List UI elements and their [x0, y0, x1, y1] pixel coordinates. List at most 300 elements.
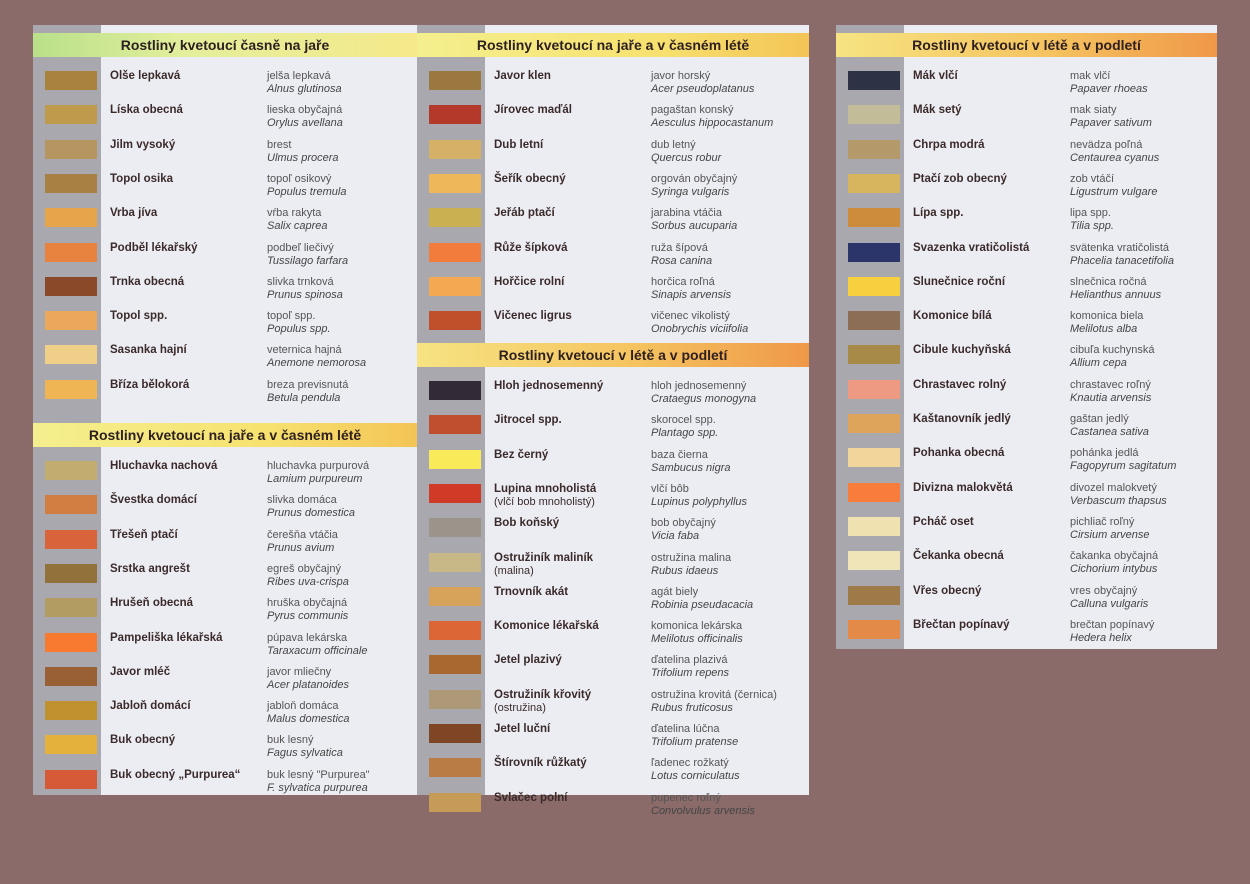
plant-row [417, 583, 809, 617]
pollen-color-swatch [45, 140, 97, 159]
slovak-name: bob obyčajný Vicia faba [651, 517, 716, 543]
czech-name: Růže šípková [494, 241, 568, 254]
latin-name: Malus domestica [267, 713, 350, 726]
plant-row [836, 376, 1217, 410]
plant-row [836, 136, 1217, 170]
pollen-color-swatch [429, 793, 481, 812]
plant-row [33, 239, 417, 273]
slovak-name: veternica hajná Anemone nemorosa [267, 344, 367, 370]
czech-name: Topol osika [110, 172, 174, 185]
latin-name: Plantago spp. [651, 427, 719, 440]
slovak-name: čakanka obyčajná Cichorium intybus [1070, 550, 1159, 576]
pollen-color-swatch [45, 461, 97, 480]
pollen-color-swatch [429, 140, 481, 159]
czech-name: Chrpa modrá [913, 138, 985, 151]
czech-name: Bříza bělokorá [110, 378, 190, 391]
plant-row [417, 789, 809, 823]
czech-name: Čekanka obecná [913, 550, 1004, 563]
czech-name: Jabloň domácí [110, 700, 191, 713]
slovak-name: zob vtáčí Ligustrum vulgare [1070, 172, 1158, 198]
slovak-name: agát biely Robinia pseudacacia [651, 585, 754, 611]
slovak-name: ostružina krovitá (černica) Rubus fruticosus [651, 688, 777, 714]
plant-row [417, 686, 809, 720]
czech-name: Pcháč oset [913, 515, 974, 528]
latin-name: Knautia arvensis [1070, 391, 1152, 404]
slovak-name: jelša lepkavá Alnus glutinosa [267, 70, 342, 95]
latin-name: Prunus spinosa [267, 288, 343, 301]
czech-name: Javor klen [494, 70, 551, 82]
plant-row [417, 377, 809, 411]
pollen-color-swatch [848, 414, 900, 433]
plant-row [836, 67, 1217, 101]
czech-name: Švestka domácí [110, 494, 197, 507]
latin-name: Pyrus communis [267, 610, 349, 623]
slovak-name: gaštan jedlý Castanea sativa [1070, 413, 1149, 438]
czech-name: Jilm vysoký [110, 138, 176, 151]
czech-alt-name: (vlčí bob mnoholistý) [494, 495, 595, 508]
slovak-name: vŕba rakyta Salix caprea [267, 207, 328, 233]
slovak-name: chrastavec roľný Knautia arvensis [1070, 378, 1152, 404]
slovak-name: buk lesný "Purpurea" F. sylvatica purpurea [267, 768, 370, 794]
pollen-color-swatch [848, 311, 900, 330]
pollen-color-swatch [45, 495, 97, 514]
section-header: Rostliny kvetoucí časně na jaře [33, 33, 417, 57]
pollen-color-swatch [429, 553, 481, 572]
plant-row [417, 617, 809, 651]
plant-row [836, 582, 1217, 616]
pollen-color-swatch [429, 621, 481, 640]
slovak-name: nevädza poľná Centaurea cyanus [1070, 138, 1160, 164]
latin-name: Onobrychis viciifolia [651, 323, 749, 336]
czech-name: Buk obecný [110, 734, 176, 747]
slovak-name: javor mliečny Acer platanoides [267, 665, 349, 691]
slovak-name: buk lesný Fagus sylvatica [267, 734, 343, 760]
plant-row [417, 101, 809, 135]
plant-row [836, 307, 1217, 341]
pollen-color-swatch [45, 208, 97, 227]
plant-row [33, 491, 417, 525]
latin-name: Lupinus polyphyllus [651, 495, 748, 508]
plant-row [836, 239, 1217, 273]
slovak-name: komonica biela Melilotus alba [1070, 310, 1144, 336]
slovak-name: pichliač roľný Cirsium arvense [1070, 515, 1150, 541]
plant-row [33, 560, 417, 594]
czech-name: Jetel plazivý [494, 654, 562, 667]
pollen-color-swatch [429, 174, 481, 193]
pollen-color-swatch [848, 620, 900, 639]
latin-name: Fagus sylvatica [267, 747, 343, 760]
czech-name: Javor mléč [110, 665, 171, 678]
plant-row [417, 273, 809, 307]
czech-name: Břečtan popínavý [913, 618, 1010, 631]
latin-name: Verbascum thapsus [1070, 494, 1167, 507]
latin-name: Sorbus aucuparia [651, 220, 738, 233]
latin-name: Melilotus alba [1070, 323, 1138, 336]
czech-name: Hloh jednosemenný [494, 380, 604, 392]
czech-name: Štírovník růžkatý [494, 757, 587, 770]
pollen-color-swatch [848, 551, 900, 570]
czech-name: Topol spp. [110, 310, 168, 323]
plant-row [836, 616, 1217, 650]
pollen-color-swatch [429, 518, 481, 537]
czech-name: Jitrocel spp. [494, 414, 562, 427]
plant-row [836, 341, 1217, 375]
plant-row [33, 526, 417, 560]
latin-name: Quercus robur [651, 151, 722, 164]
czech-name: Cibule kuchyňská [913, 344, 1011, 357]
slovak-name: mak vlčí Papaver rhoeas [1070, 70, 1148, 95]
czech-name: Hluchavka nachová [110, 460, 218, 472]
czech-name: Bob koňský [494, 517, 560, 530]
pollen-color-swatch [429, 484, 481, 503]
latin-name: Vicia faba [651, 530, 700, 543]
czech-name: Svlačec polní [494, 791, 568, 804]
pollen-color-swatch [45, 701, 97, 720]
slovak-name: breza previsnutá Betula pendula [267, 378, 349, 404]
pollen-color-swatch [848, 105, 900, 124]
pollen-color-swatch [45, 598, 97, 617]
latin-name: Acer pseudoplatanus [651, 83, 755, 95]
latin-name: Lotus corniculatus [651, 770, 740, 783]
plant-row [33, 204, 417, 238]
latin-name: Ribes uva-crispa [267, 575, 349, 588]
plant-row [33, 731, 417, 765]
pollen-color-swatch [429, 243, 481, 262]
latin-name: Hedera helix [1070, 631, 1132, 644]
plant-row [417, 514, 809, 548]
latin-name: Allium cepa [1070, 357, 1127, 370]
czech-name: Divizna malokvětá [913, 481, 1013, 494]
czech-name: Vičenec ligrus [494, 310, 572, 323]
pollen-color-swatch [848, 345, 900, 364]
latin-name: Alnus glutinosa [267, 83, 342, 95]
plant-row [33, 457, 417, 491]
czech-name: Hořčice rolní [494, 275, 565, 288]
latin-name: Taraxacum officinale [267, 644, 368, 657]
czech-name: Komonice lékařská [494, 620, 599, 633]
latin-name: Phacelia tanacetifolia [1070, 254, 1174, 267]
pollen-color-swatch [848, 208, 900, 227]
latin-name: Prunus domestica [267, 507, 356, 520]
czech-name: Slunečnice roční [913, 275, 1006, 288]
section-header: Rostliny kvetoucí v létě a v podletí [836, 33, 1217, 57]
pollen-color-swatch [848, 174, 900, 193]
plant-row [417, 480, 809, 514]
czech-name: Trnovník akát [494, 585, 569, 598]
plant-row [33, 101, 417, 135]
czech-name: Lupina mnoholistá (vlčí bob mnoholistý) [494, 482, 597, 508]
plant-row [417, 446, 809, 480]
latin-name: Convolvulus arvensis [651, 804, 755, 817]
latin-name: Fagopyrum sagitatum [1070, 460, 1177, 473]
latin-name: Orylus avellana [267, 117, 343, 130]
latin-name: Betula pendula [267, 391, 341, 404]
slovak-name: pohánka jedlá Fagopyrum sagitatum [1070, 447, 1177, 473]
latin-name: F. sylvatica purpurea [267, 781, 368, 794]
plant-row [33, 594, 417, 628]
czech-alt-name: (malina) [494, 564, 534, 577]
plant-row [33, 697, 417, 731]
plant-row [836, 444, 1217, 478]
slovak-name: svätenka vratičolistá Phacelia tanacetifolia [1070, 241, 1174, 267]
czech-alt-name: (ostružina) [494, 701, 546, 714]
slovak-name: slnečnica ročná Helianthus annuus [1070, 275, 1162, 301]
czech-name: Líska obecná [110, 104, 183, 117]
plant-row [417, 136, 809, 170]
pollen-color-swatch [848, 586, 900, 605]
slovak-name: egreš obyčajný Ribes uva-crispa [267, 562, 349, 588]
latin-name: Papaver sativum [1070, 117, 1152, 130]
slovak-name: dub letný Quercus robur [651, 138, 722, 164]
plant-row [836, 547, 1217, 581]
pollen-color-swatch [848, 448, 900, 467]
slovak-name: ďatelina plazivá Trifolium repens [651, 654, 730, 680]
slovak-name: baza čierna Sambucus nigra [651, 448, 731, 474]
plant-row [33, 170, 417, 204]
plant-row [417, 651, 809, 685]
slovak-name: brečtan popínavý Hedera helix [1070, 618, 1155, 644]
plant-row [836, 101, 1217, 135]
section-header: Rostliny kvetoucí v létě a v podletí [417, 343, 809, 367]
slovak-name: hruška obyčajná Pyrus communis [267, 597, 349, 623]
pollen-color-swatch [848, 243, 900, 262]
latin-name: Anemone nemorosa [267, 357, 367, 370]
latin-name: Rubus fruticosus [651, 701, 733, 714]
latin-name: Rubus idaeus [651, 564, 719, 577]
pollen-color-swatch [45, 311, 97, 330]
czech-name: Jírovec maďál [494, 104, 572, 117]
latin-name: Crataegus monogyna [651, 393, 757, 405]
czech-name: Pampeliška lékařská [110, 631, 223, 644]
plant-row [417, 549, 809, 583]
pollen-color-swatch [429, 381, 481, 400]
slovak-name: hluchavka purpurová Lamium purpureum [267, 460, 370, 485]
pollen-color-swatch [429, 105, 481, 124]
czech-name: Srstka angrešt [110, 562, 190, 575]
latin-name: Helianthus annuus [1070, 288, 1162, 301]
plant-row [417, 754, 809, 788]
czech-name: Dub letní [494, 138, 544, 151]
pollen-color-swatch [429, 690, 481, 709]
pollen-color-swatch [45, 345, 97, 364]
czech-name: Pohanka obecná [913, 447, 1005, 460]
plant-row [33, 376, 417, 410]
pollen-color-swatch [45, 105, 97, 124]
latin-name: Prunus avium [267, 541, 335, 554]
latin-name: Cirsium arvense [1070, 528, 1150, 541]
czech-name: Jetel luční [494, 723, 551, 735]
slovak-name: vlčí bôb Lupinus polyphyllus [651, 482, 748, 508]
plant-row [33, 67, 417, 101]
czech-name: Šeřík obecný [494, 172, 566, 185]
slovak-name: púpava lekárska Taraxacum officinale [267, 631, 368, 657]
pollen-color-swatch [45, 277, 97, 296]
slovak-name: topoľ osikový Populus tremula [267, 172, 347, 198]
slovak-name: horčica roľná Sinapis arvensis [651, 275, 732, 301]
czech-name: Olše lepkavá [110, 70, 181, 82]
czech-name: Třešeň ptačí [110, 528, 178, 541]
latin-name: Castanea sativa [1070, 426, 1149, 438]
latin-name: Melilotus officinalis [651, 633, 743, 646]
pollen-color-swatch [429, 415, 481, 434]
latin-name: Populus spp. [267, 323, 331, 336]
latin-name: Robinia pseudacacia [651, 598, 754, 611]
latin-name: Lamium purpureum [267, 473, 363, 485]
slovak-name: orgován obyčajný Syringa vulgaris [651, 172, 738, 198]
slovak-name: ruža šípová Rosa canina [651, 241, 713, 267]
czech-name: Kaštanovník jedlý [913, 413, 1011, 425]
plant-row [417, 411, 809, 445]
latin-name: Trifolium repens [651, 667, 730, 680]
slovak-name: komonica lekárska Melilotus officinalis [651, 620, 743, 646]
plant-row [836, 273, 1217, 307]
slovak-name: topoľ spp. Populus spp. [267, 310, 331, 336]
plant-row [33, 663, 417, 697]
czech-name: Lípa spp. [913, 207, 964, 220]
czech-name: Komonice bílá [913, 310, 992, 323]
plant-row [417, 720, 809, 754]
slovak-name: jarabina vtáčia Sorbus aucuparia [651, 207, 738, 233]
pollen-color-swatch [848, 277, 900, 296]
latin-name: Sinapis arvensis [651, 288, 732, 301]
pollen-color-swatch [429, 311, 481, 330]
slovak-name: divozel malokvetý Verbascum thapsus [1070, 481, 1167, 507]
czech-name: Svazenka vratičolistá [913, 241, 1030, 254]
pollen-color-swatch [429, 587, 481, 606]
latin-name: Acer platanoides [267, 678, 349, 691]
panel-right [836, 25, 1217, 649]
latin-name: Tussilago farfara [267, 254, 349, 267]
latin-name: Centaurea cyanus [1070, 151, 1160, 164]
slovak-name: ostružina malina Rubus idaeus [651, 551, 732, 577]
latin-name: Papaver rhoeas [1070, 83, 1148, 95]
pollen-color-swatch [848, 517, 900, 536]
plant-row [836, 513, 1217, 547]
slovak-name: lieska obyčajná Orylus avellana [267, 104, 343, 130]
plant-row [33, 766, 417, 800]
czech-name: Bez černý [494, 448, 549, 461]
czech-name: Hrušeň obecná [110, 597, 194, 610]
plant-row [836, 170, 1217, 204]
latin-name: Ligustrum vulgare [1070, 185, 1158, 198]
section-header: Rostliny kvetoucí na jaře a v časném létě [417, 33, 809, 57]
latin-name: Salix caprea [267, 220, 328, 233]
czech-name: Ostružiník křovitý (ostružina) [494, 688, 592, 714]
plant-row [33, 136, 417, 170]
czech-name: Podběl lékařský [110, 241, 198, 254]
pollen-color-swatch [429, 724, 481, 743]
latin-name: Populus tremula [267, 185, 347, 198]
czech-name: Chrastavec rolný [913, 378, 1007, 391]
latin-name: Calluna vulgaris [1070, 597, 1149, 610]
pollen-color-swatch [429, 277, 481, 296]
latin-name: Cichorium intybus [1070, 563, 1158, 576]
pollen-color-swatch [45, 770, 97, 789]
pollen-color-swatch [429, 450, 481, 469]
latin-name: Ulmus procera [267, 151, 339, 164]
pollen-color-swatch [429, 655, 481, 674]
slovak-name: skorocel spp. Plantago spp. [651, 414, 719, 440]
czech-name: Jeřáb ptačí [494, 207, 555, 220]
panel-middle [417, 25, 809, 817]
slovak-name: podbeľ liečivý Tussilago farfara [267, 241, 349, 267]
czech-name: Buk obecný „Purpurea“ [110, 768, 241, 781]
slovak-name: brest Ulmus procera [267, 138, 339, 164]
pollen-color-swatch [45, 564, 97, 583]
latin-name: Rosa canina [651, 254, 713, 267]
czech-name: Sasanka hajní [110, 344, 187, 357]
plant-row [836, 479, 1217, 513]
czech-name: Mák vlčí [913, 70, 958, 82]
slovak-name: vres obyčajný Calluna vulgaris [1070, 584, 1149, 610]
plant-row [417, 67, 809, 101]
slovak-name: mak siaty Papaver sativum [1070, 104, 1152, 130]
plant-row [417, 239, 809, 273]
pollen-color-swatch [429, 208, 481, 227]
plant-row [417, 170, 809, 204]
pollen-color-swatch [848, 380, 900, 399]
slovak-name: slivka trnková Prunus spinosa [267, 275, 343, 301]
pollen-color-swatch [848, 140, 900, 159]
slovak-name: javor horský Acer pseudoplatanus [651, 70, 755, 95]
czech-name: Ostružiník maliník (malina) [494, 551, 594, 577]
plant-row [836, 410, 1217, 444]
pollen-color-swatch [848, 71, 900, 90]
slovak-name: cibuľa kuchynská Allium cepa [1070, 344, 1155, 370]
plant-row [417, 307, 809, 341]
plant-row [417, 204, 809, 238]
plant-row [33, 273, 417, 307]
slovak-name: slivka domáca Prunus domestica [267, 494, 356, 520]
slovak-name: ľadenec rožkatý Lotus corniculatus [651, 757, 740, 783]
pollen-color-swatch [45, 71, 97, 90]
pollen-color-swatch [45, 735, 97, 754]
latin-name: Tilia spp. [1070, 220, 1114, 233]
panel-left [33, 25, 417, 795]
pollen-color-swatch [45, 243, 97, 262]
slovak-name: hloh jednosemenný Crataegus monogyna [651, 380, 757, 405]
plant-row [33, 307, 417, 341]
pollen-color-swatch [45, 530, 97, 549]
plant-row [33, 341, 417, 375]
slovak-name: pupenec roľný Convolvulus arvensis [651, 791, 755, 817]
pollen-color-swatch [45, 174, 97, 193]
latin-name: Sambucus nigra [651, 461, 731, 474]
pollen-color-swatch [429, 71, 481, 90]
czech-name: Mák setý [913, 104, 962, 117]
pollen-color-swatch [45, 667, 97, 686]
czech-name: Trnka obecná [110, 275, 185, 288]
slovak-name: čerešňa vtáčia Prunus avium [267, 528, 338, 554]
section-header: Rostliny kvetoucí na jaře a v časném létě [33, 423, 417, 447]
latin-name: Aesculus hippocastanum [651, 117, 774, 130]
slovak-name: ďatelina lúčna Trifolium pratense [651, 723, 739, 748]
czech-name: Vrba jíva [110, 207, 158, 220]
pollen-color-swatch [429, 758, 481, 777]
slovak-name: vičenec vikolistý Onobrychis viciifolia [651, 310, 749, 336]
slovak-name: jabloň domáca Malus domestica [267, 700, 350, 726]
plant-row [33, 629, 417, 663]
slovak-name: lipa spp. Tilia spp. [1070, 207, 1114, 233]
pollen-color-swatch [45, 633, 97, 652]
czech-name: Ptačí zob obecný [913, 172, 1007, 185]
latin-name: Trifolium pratense [651, 736, 739, 748]
slovak-name: pagaštan konský Aesculus hippocastanum [651, 104, 774, 130]
plant-row [836, 204, 1217, 238]
latin-name: Syringa vulgaris [651, 185, 730, 198]
czech-name: Vřes obecný [913, 584, 982, 597]
pollen-color-swatch [848, 483, 900, 502]
